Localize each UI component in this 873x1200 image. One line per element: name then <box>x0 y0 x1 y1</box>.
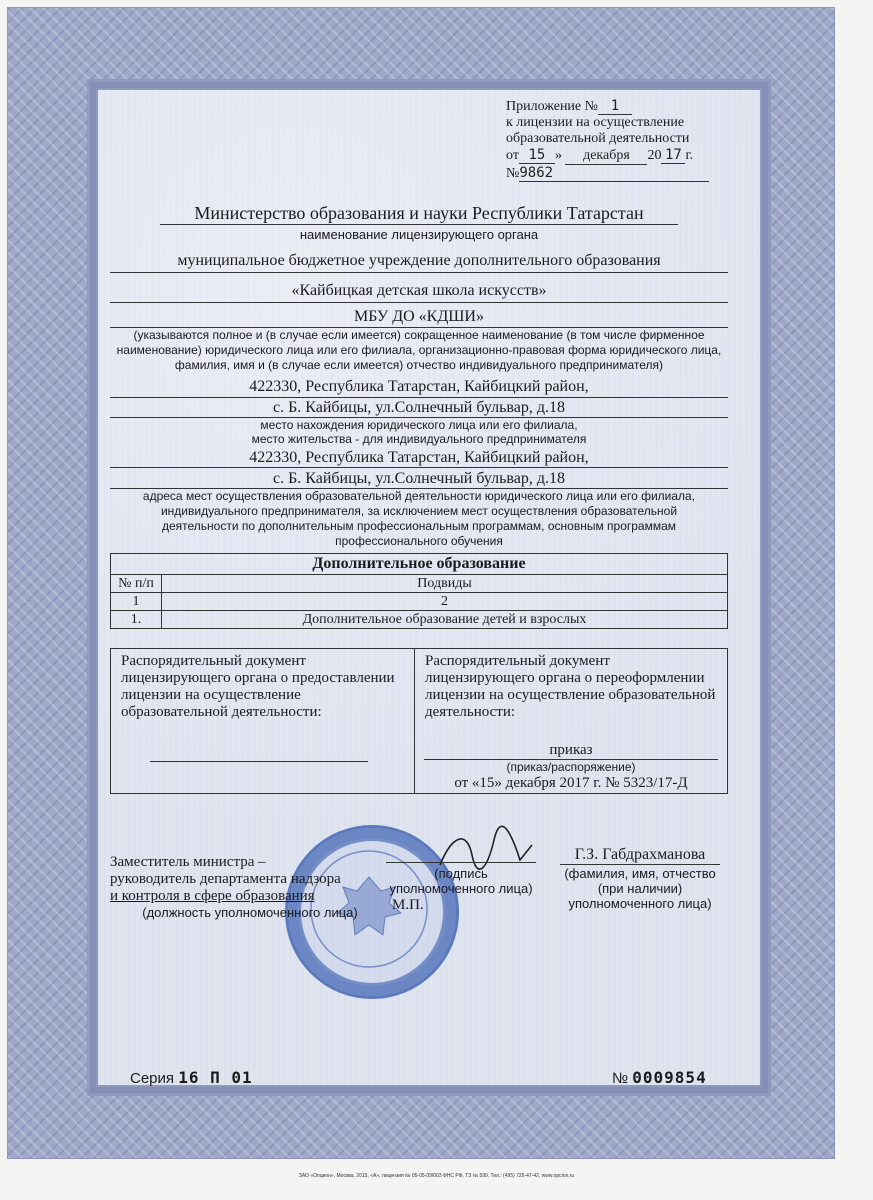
org-name-caption: (указываются полное и (в случае если имеется) сокращенное наименование (в том числе фирменное наименование) юридического лица или его филиала, организационно-правовая форма юридического лица, фамилия, имя и (в случае если имеется) отчество индивидуального предпринимателя) <box>116 328 722 372</box>
activity-line1: 422330, Республика Татарстан, Кайбицкий район, <box>249 449 589 466</box>
blank-number <box>612 1068 707 1087</box>
order-type: приказ <box>549 742 593 758</box>
table-header-num: № п/п <box>111 575 162 593</box>
appendix-year-prefix: 20 <box>647 148 662 163</box>
ministry-caption: наименование лицензирующего органа <box>299 227 539 242</box>
grant-document-blank <box>150 761 368 762</box>
printer-footer: ЗАО «Опцион», Москва, 2015, «А», лицензия № 05-05-09/003 ФНС РФ, ТЗ № 599. Тел.: (495) 726-47-42, www.opcion.ru <box>298 1173 575 1179</box>
appendix-line1: к лицензии на осуществление <box>506 115 685 130</box>
signer-name: Г.З. Габдрахманова <box>574 846 706 863</box>
number-label: № <box>612 1070 629 1087</box>
table-index-sub: 2 <box>162 593 728 611</box>
address-line2: с. Б. Кайбицы, ул.Солнечный бульвар, д.18 <box>272 399 566 416</box>
address-caption1: место нахождения юридического лица или его филиала, <box>260 418 578 432</box>
sign-caption1: (подпись <box>434 866 488 881</box>
order-reference: от «15» декабря 2017 г. № 5323/17-Д <box>454 775 688 791</box>
signature-line <box>386 862 536 863</box>
table-row-name: Дополнительное образование детей и взрослых <box>162 611 728 629</box>
appendix-month: декабря <box>565 148 647 165</box>
position-caption: (должность уполномоченного лица) <box>142 905 358 920</box>
org-name-line2: «Кайбицкая детская школа искусств» <box>291 282 547 299</box>
ministry-rule <box>160 224 678 225</box>
appendix-year-suffix: 17 <box>661 147 685 164</box>
person-caption1: (фамилия, имя, отчество <box>564 866 716 881</box>
appendix-label: Приложение № <box>506 99 598 114</box>
mp-mark: М.П. <box>392 897 424 913</box>
table-title: Дополнительное образование <box>111 554 728 575</box>
address-caption2: место жительства - для индивидуального предпринимателя <box>251 432 587 446</box>
reissue-document-text: Распорядительный документ лицензирующего органа о переоформлении лицензии на осуществление образовательной деятельности: <box>425 653 716 720</box>
rule-1 <box>110 272 728 273</box>
number-value: 0009854 <box>632 1068 707 1087</box>
table-row <box>111 611 728 629</box>
activity-line2: с. Б. Кайбицы, ул.Солнечный бульвар, д.18 <box>272 470 566 487</box>
signer-name-rule <box>560 864 720 865</box>
table-row-num: 1. <box>111 611 162 629</box>
appendix-line2: образовательной деятельности <box>506 131 690 146</box>
person-caption2: (при наличии) <box>597 881 683 896</box>
position-line1: Заместитель министра – <box>110 854 266 870</box>
appendix-reg-label: № <box>506 166 520 181</box>
series <box>130 1068 253 1087</box>
address-line1: 422330, Республика Татарстан, Кайбицкий район, <box>249 378 589 395</box>
sign-caption2: уполномоченного лица) <box>389 881 533 896</box>
grant-document-box <box>110 648 415 794</box>
ministry-name: Министерство образования и науки Республики Татарстан <box>194 203 644 223</box>
appendix-day: 15 <box>519 147 555 164</box>
subtype-table <box>110 553 728 629</box>
appendix-from: от <box>506 148 519 163</box>
org-name-line1: муниципальное бюджетное учреждение дополнительного образования <box>177 252 661 269</box>
signer-position <box>110 854 390 905</box>
appendix-quote: » <box>554 148 562 163</box>
appendix-number: 1 <box>598 98 632 115</box>
table-index-num: 1 <box>111 593 162 611</box>
table-header-sub: Подвиды <box>162 575 728 593</box>
series-value: 16 П 01 <box>178 1068 253 1087</box>
series-label: Серия <box>130 1070 175 1087</box>
activity-caption: адреса мест осуществления образовательной деятельности юридического лица или его филиала, индивидуального предпринимателя, за исключением мест осуществления образовательной деятельности по дополнительным профессиональным программам, основным программам профессионального обучения <box>142 489 696 548</box>
appendix-block <box>506 98 736 182</box>
rule-2 <box>110 302 728 303</box>
order-caption: (приказ/распоряжение) <box>506 760 636 774</box>
appendix-year-unit: г. <box>685 148 694 163</box>
position-line2: руководитель департамента надзора <box>110 871 341 887</box>
rule-6 <box>110 467 728 468</box>
grant-document-text: Распорядительный документ лицензирующего органа о предоставлении лицензии на осуществление образовательной деятельности: <box>121 653 395 720</box>
org-short-name: МБУ ДО «КДШИ» <box>354 308 484 325</box>
person-caption3: уполномоченного лица) <box>568 896 712 911</box>
appendix-reg-number: 9862 <box>519 165 709 182</box>
position-line3: и контроля в сфере образования <box>110 888 315 904</box>
